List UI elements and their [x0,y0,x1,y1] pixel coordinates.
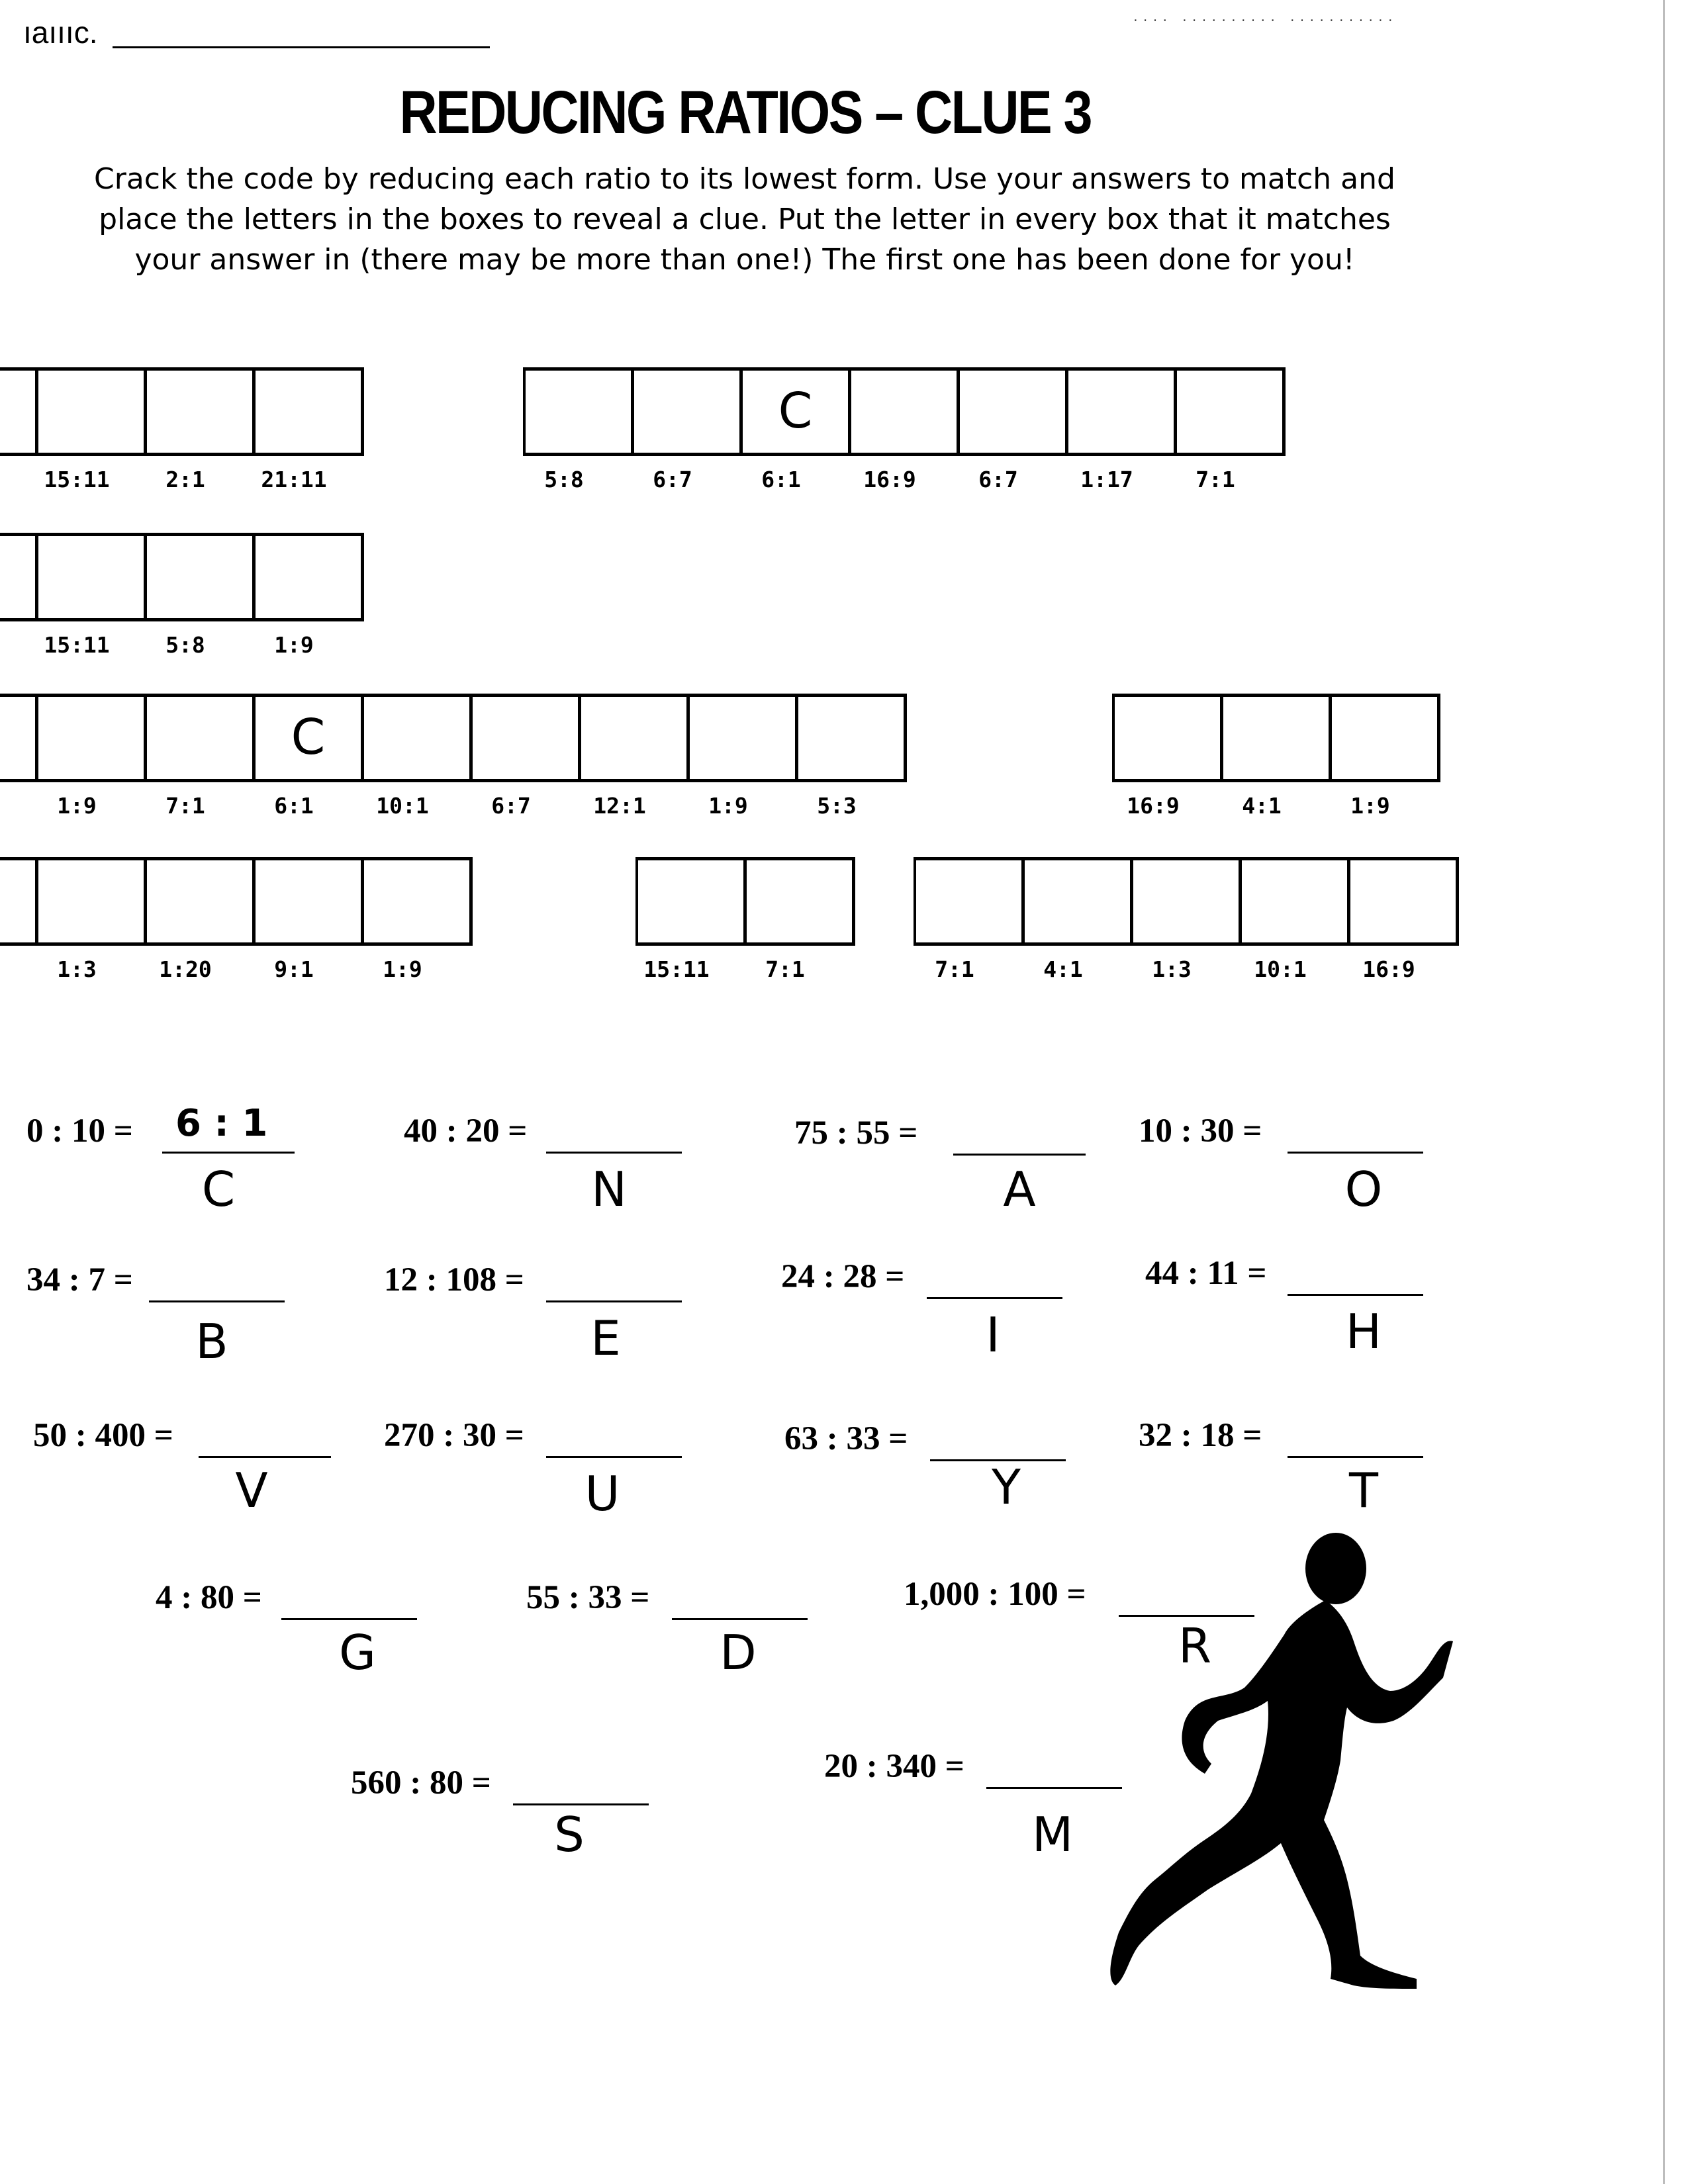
code-box[interactable] [687,694,798,782]
code-letter: G [339,1625,376,1680]
code-box[interactable] [144,367,256,456]
code-box[interactable] [253,694,364,782]
code-box[interactable] [1112,694,1223,782]
ratio-expression: 34 : 7 = [26,1261,133,1298]
ratio-label: 16:9 [1127,793,1180,819]
ratio-label: 16:9 [863,467,916,492]
answer-blank[interactable] [546,1456,682,1458]
ratio-label: 6:7 [653,467,692,492]
ratio-expression: 20 : 340 = [824,1748,964,1785]
code-box[interactable] [1174,367,1286,456]
answer-blank[interactable] [281,1618,417,1620]
code-box[interactable] [0,857,38,946]
code-box[interactable] [635,857,747,946]
ratio-label: 6:1 [761,467,801,492]
ratio-expression: 560 : 80 = [351,1764,491,1801]
code-box[interactable] [1239,857,1350,946]
code-box[interactable] [0,533,38,621]
code-letter: H [1345,1304,1382,1359]
answer-blank[interactable] [1288,1456,1423,1458]
ratio-label: 1:17 [1080,467,1133,492]
box-letter: C [291,709,326,766]
ratio-label: 1:3 [1152,956,1192,982]
ratio-expression: 1,000 : 100 = [904,1576,1086,1613]
ratio-label: 1:9 [708,793,748,819]
box-letter: C [778,383,813,439]
ratio-label: 16:9 [1362,956,1415,982]
code-letter: Y [992,1459,1021,1515]
code-box[interactable] [36,533,147,621]
code-letter: V [235,1463,268,1518]
code-letter: U [585,1466,620,1522]
code-box[interactable] [796,694,907,782]
answer-blank[interactable] [953,1154,1086,1156]
ratio-label [0,956,21,982]
code-box[interactable] [253,533,364,621]
code-box[interactable] [0,694,38,782]
page-title: REDUCING RATIOS – CLUE 3 [399,79,1091,146]
ratio-label [0,632,21,658]
ratio-expression: 12 : 108 = [384,1261,524,1298]
code-letter: O [1344,1161,1383,1217]
ratio-expression: 63 : 33 = [784,1420,908,1457]
code-letter: R [1178,1618,1212,1674]
ratio-expression: 75 : 55 = [794,1115,918,1152]
ratio-label: 5:8 [165,632,205,658]
ratio-expression: 4 : 80 = [156,1579,262,1616]
code-letter: I [986,1307,1000,1363]
runner-silhouette-icon [1092,1522,1489,1999]
ratio-label: 21:11 [261,467,327,492]
code-box[interactable] [632,367,743,456]
ratio-expression: 10 : 30 = [1139,1113,1262,1150]
code-box[interactable] [1221,694,1332,782]
code-box[interactable] [1131,857,1242,946]
ratio-label: 10:1 [376,793,429,819]
ratio-label: 1:3 [57,956,97,982]
code-letter: C [201,1161,236,1217]
answer-blank[interactable] [162,1152,295,1154]
code-box[interactable] [740,367,851,456]
ratio-label [0,467,21,492]
code-letter: M [1031,1807,1074,1862]
ratio-expression: 55 : 33 = [526,1579,650,1616]
code-box[interactable] [914,857,1025,946]
page-edge-divider [1663,0,1665,2184]
code-box[interactable] [0,367,38,456]
code-box[interactable] [1066,367,1177,456]
ratio-label: 5:3 [817,793,857,819]
code-box[interactable] [470,694,581,782]
ratio-label: 6:7 [978,467,1018,492]
answer-blank[interactable] [513,1803,649,1805]
code-box[interactable] [849,367,960,456]
code-letter: T [1349,1463,1378,1518]
answer-blank[interactable] [1288,1294,1423,1296]
code-box[interactable] [744,857,855,946]
code-box[interactable] [1329,694,1440,782]
code-box[interactable] [1022,857,1133,946]
code-box[interactable] [253,367,364,456]
code-letter: E [590,1310,621,1366]
code-box[interactable] [144,533,256,621]
code-box[interactable] [361,694,473,782]
ratio-label: 10:1 [1254,956,1307,982]
ratio-label: 6:1 [274,793,314,819]
code-letter: N [591,1161,627,1217]
code-box[interactable] [253,857,364,946]
code-box[interactable] [1348,857,1459,946]
ratio-expression: 32 : 18 = [1139,1417,1262,1454]
name-field[interactable] [113,46,490,48]
ratio-label: 1:9 [1350,793,1390,819]
ratio-label: 2:1 [165,467,205,492]
ratio-label: 4:1 [1242,793,1282,819]
code-box[interactable] [144,857,256,946]
answer-blank[interactable] [199,1456,331,1458]
answer-blank[interactable] [546,1152,682,1154]
code-box[interactable] [957,367,1068,456]
name-label: ıaıııc. [23,15,98,50]
answer-blank[interactable] [1288,1152,1423,1154]
ratio-expression: 40 : 20 = [404,1113,528,1150]
code-letter: S [554,1807,585,1862]
answer-blank[interactable] [927,1297,1062,1299]
ratio-expression: 44 : 11 = [1145,1255,1267,1292]
instructions: Crack the code by reducing each ratio to its lowest form. Use your answers to match and place the letters in the boxes to reveal a clue. Put the letter in every box that it matches your answer in (there may be more than one!) The first one has been done for you! [94,162,1395,277]
ratio-label: 7:1 [935,956,974,982]
code-letter: D [720,1625,757,1680]
ratio-label: 15:11 [643,956,710,982]
ratio-expression: 50 : 400 = [33,1417,173,1454]
ratio-label: 1:20 [159,956,212,982]
ratio-label: 5:8 [544,467,584,492]
answer-value: 6 : 1 [175,1102,268,1145]
code-box[interactable] [36,694,147,782]
ratio-label: 15:11 [44,467,110,492]
ratio-label: 7:1 [1196,467,1235,492]
code-box[interactable] [361,857,473,946]
ratio-label: 1:9 [274,632,314,658]
code-box[interactable] [523,367,634,456]
ratio-label: 7:1 [165,793,205,819]
code-box[interactable] [144,694,256,782]
ratio-expression: 0 : 10 = [26,1113,133,1150]
header-scan-mark: ···· ·········· ··········· [1132,15,1397,28]
code-letter: B [195,1314,228,1369]
ratio-label: 1:9 [57,793,97,819]
ratio-label: 4:1 [1043,956,1083,982]
answer-blank[interactable] [546,1300,682,1302]
code-letter: A [1003,1161,1036,1217]
ratio-label: 9:1 [274,956,314,982]
answer-blank[interactable] [149,1300,285,1302]
ratio-label: 15:11 [44,632,110,658]
ratio-label: 6:7 [491,793,531,819]
ratio-label: 7:1 [765,956,805,982]
code-box[interactable] [36,857,147,946]
ratio-label: 12:1 [593,793,646,819]
ratio-label [0,793,21,819]
answer-blank[interactable] [672,1618,808,1620]
code-box[interactable] [579,694,690,782]
ratio-expression: 24 : 28 = [781,1258,905,1295]
ratio-label: 1:9 [383,956,422,982]
ratio-expression: 270 : 30 = [384,1417,524,1454]
code-box[interactable] [36,367,147,456]
